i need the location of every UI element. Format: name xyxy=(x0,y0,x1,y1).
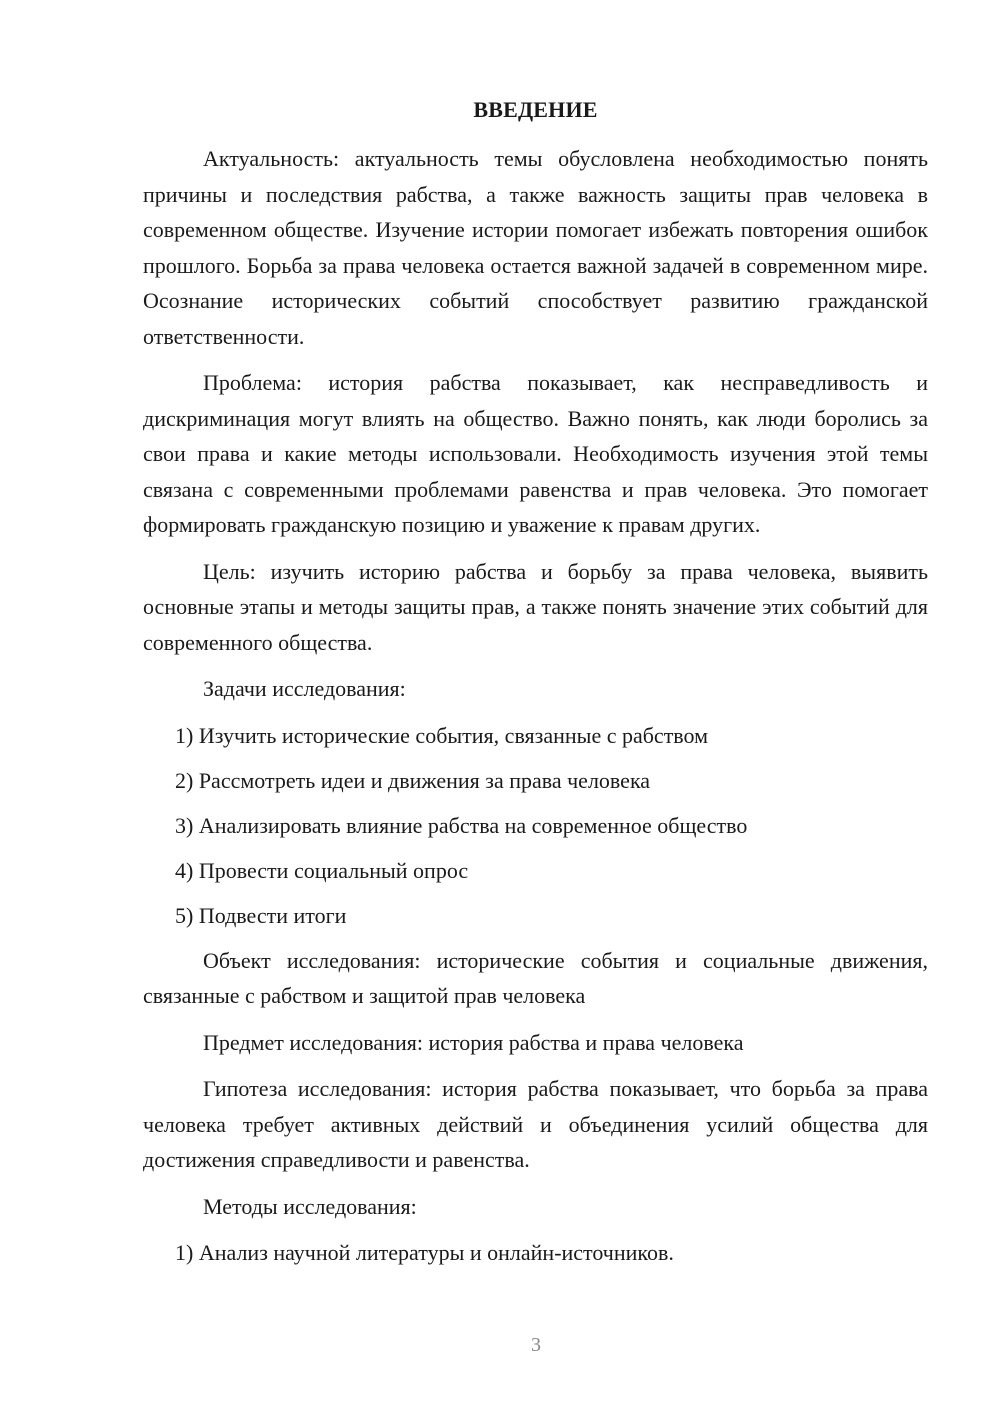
hypothesis-paragraph: Гипотеза исследования: история рабства показывает, что борьба за права человека требует активных действий и объединения усилий общества для достижения справедливости и равенства. xyxy=(143,1076,928,1172)
methods-heading: Методы исследования: xyxy=(203,1193,417,1219)
object-paragraph: Объект исследования: исторические события и социальные движения, связанные с рабством и защитой прав человека xyxy=(143,947,928,1008)
tasks-heading: Задачи исследования: xyxy=(203,676,406,701)
relevance-paragraph: Актуальность: актуальность темы обусловлена необходимостью понять причины и последствия рабства, а также важность защиты прав человека в современном обществе. Изучение истории помогает избежать повторения ошибок прошлого. Борьба за права человека остается важной задачей в современном мире. Осознание исторических событий способствует развитию гражданской ответственности. xyxy=(143,146,928,349)
task-item: 4) Провести социальный опрос xyxy=(175,857,469,883)
problem-paragraph: Проблема: история рабства показывает, как несправедливость и дискриминация могут влиять на общество. Важно понять, как люди боролись за свои права и какие методы использовали. Необходимость изучения этой темы связана с современными проблемами равенства и прав человека. Это помогает формировать гражданскую позицию и уважение к правам других. xyxy=(143,370,928,537)
page-number: 3 xyxy=(531,1334,541,1356)
task-item: 1) Изучить исторические события, связанные с рабством xyxy=(175,722,709,748)
subject-paragraph: Предмет исследования: история рабства и права человека xyxy=(203,1029,744,1055)
task-item: 2) Рассмотреть идеи и движения за права человека xyxy=(175,767,651,793)
task-item: 5) Подвести итоги xyxy=(175,902,347,928)
method-item: 1) Анализ научной литературы и онлайн-источников. xyxy=(175,1240,674,1265)
page-title: ВВЕДЕНИЕ xyxy=(473,97,598,122)
task-item: 3) Анализировать влияние рабства на современное общество xyxy=(175,812,748,838)
goal-paragraph: Цель: изучить историю рабства и борьбу за права человека, выявить основные этапы и методы защиты прав, а также понять значение этих событий для современного общества. xyxy=(143,558,928,655)
page-content xyxy=(143,95,928,1280)
